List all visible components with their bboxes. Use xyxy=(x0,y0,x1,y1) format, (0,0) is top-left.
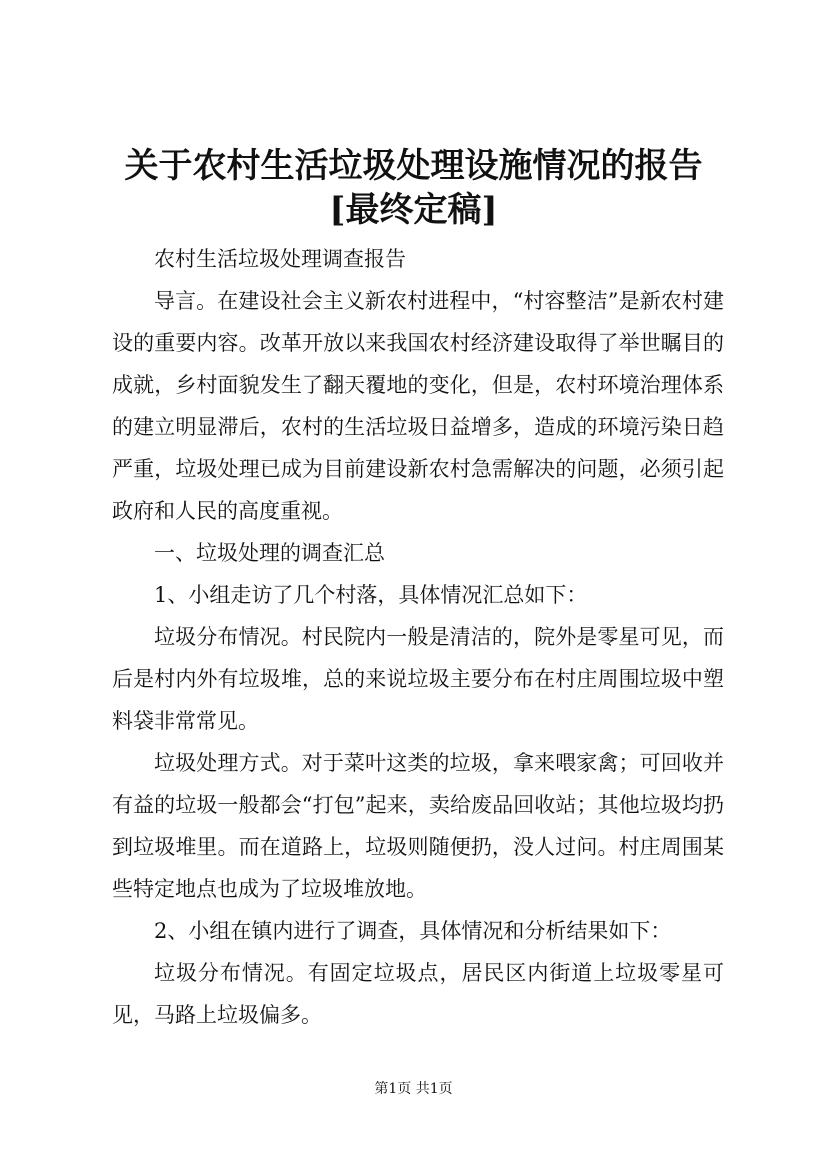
paragraph-town-distribution: 垃圾分布情况。有固定垃圾点，居民区内街道上垃圾零星可见，马路上垃圾偏多。 xyxy=(112,961,724,1027)
paragraph-village-disposal: 垃圾处理方式。对于菜叶这类的垃圾，拿来喂家禽；可回收并有益的垃圾一般都会“打包”起来，卖给废品回收站；其他垃圾均扔到垃圾堆里。而在道路上，垃圾则随便扔，没人过问。村庄周围某些特定地点也成为了垃圾堆放地。 xyxy=(112,751,724,901)
page-number: 第1页 共1页 xyxy=(374,1081,453,1097)
paragraph-town-survey: 2、小组在镇内进行了调查，具体情况和分析结果如下： xyxy=(154,919,672,943)
paragraph-village-visit: 1、小组走访了几个村落，具体情况汇总如下： xyxy=(154,583,588,607)
page-footer xyxy=(0,1079,827,1099)
paragraph-heading: 农村生活垃圾处理调查报告 xyxy=(154,247,406,271)
paragraph-introduction: 导言。在建设社会主义新农村进程中，“村容整洁”是新农村建设的重要内容。改革开放以来我国农村经济建设取得了举世瞩目的成就，乡村面貌发生了翻天覆地的变化，但是，农村环境治理体系的建立明显滞后，农村的生活垃圾日益增多，造成的环境污染日趋严重，垃圾处理已成为目前建设新农村急需解决的问题，必须引起政府和人民的高度重视。 xyxy=(112,289,724,523)
document-title: 关于农村生活垃圾处理设施情况的报告[最终定稿] xyxy=(124,146,703,230)
paragraph-village-distribution: 垃圾分布情况。村民院内一般是清洁的，院外是零星可见，而后是村内外有垃圾堆，总的来说垃圾主要分布在村庄周围垃圾中塑料袋非常常见。 xyxy=(112,625,724,733)
section-heading-survey-summary: 一、垃圾处理的调查汇总 xyxy=(154,541,385,565)
document-body xyxy=(112,238,724,1036)
